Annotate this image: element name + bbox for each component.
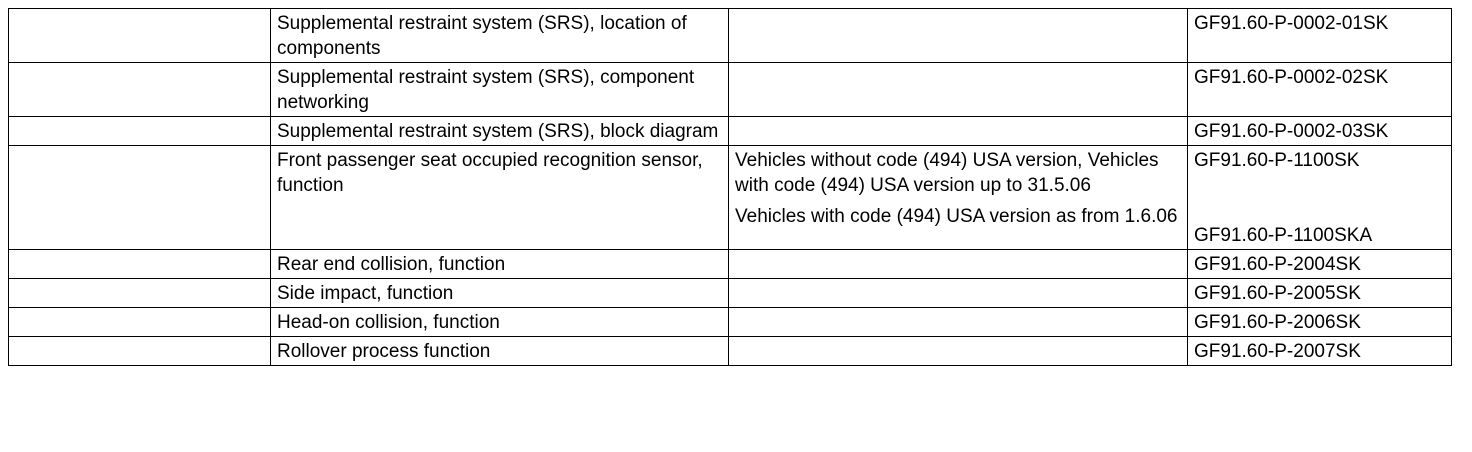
row-condition-cell (729, 250, 1188, 279)
table-row (9, 63, 1452, 117)
row-code-cell[interactable]: GF91.60-P-0002-02SK (1188, 63, 1452, 117)
row-condition-cell (729, 9, 1188, 63)
row-condition-cell (729, 63, 1188, 117)
row-title-cell: Rollover process function (271, 337, 729, 366)
row-blank-cell (9, 9, 271, 63)
row-title-cell: Supplemental restraint system (SRS), location of components (271, 9, 729, 63)
table-row (9, 117, 1452, 146)
row-code-cell[interactable]: GF91.60-P-2006SK (1188, 308, 1452, 337)
row-title-cell: Supplemental restraint system (SRS), block diagram (271, 117, 729, 146)
row-code-cell[interactable]: GF91.60-P-2007SK (1188, 337, 1452, 366)
document-table (8, 8, 1452, 366)
code-link-a[interactable]: GF91.60-P-1100SK (1194, 150, 1360, 171)
table-row (9, 337, 1452, 366)
table-row (9, 279, 1452, 308)
row-title-cell: Front passenger seat occupied recognition sensor, function (271, 146, 729, 250)
row-title-cell: Side impact, function (271, 279, 729, 308)
row-blank-cell (9, 63, 271, 117)
row-title-cell: Supplemental restraint system (SRS), component networking (271, 63, 729, 117)
row-condition-cell (729, 146, 1188, 250)
row-code-cell (1188, 146, 1452, 250)
table-row (9, 146, 1452, 250)
row-code-cell[interactable]: GF91.60-P-0002-03SK (1188, 117, 1452, 146)
table-row (9, 9, 1452, 63)
code-link-b[interactable]: GF91.60-P-1100SKA (1194, 225, 1373, 246)
row-blank-cell (9, 146, 271, 250)
condition-text-b: Vehicles with code (494) USA version as from 1.6.06 (735, 206, 1178, 227)
row-blank-cell (9, 279, 271, 308)
row-condition-cell (729, 308, 1188, 337)
row-blank-cell (9, 308, 271, 337)
row-condition-cell (729, 117, 1188, 146)
row-code-cell[interactable]: GF91.60-P-2004SK (1188, 250, 1452, 279)
row-code-cell[interactable]: GF91.60-P-0002-01SK (1188, 9, 1452, 63)
row-condition-cell (729, 337, 1188, 366)
row-blank-cell (9, 250, 271, 279)
code-spacer (1194, 173, 1445, 223)
row-title-cell: Rear end collision, function (271, 250, 729, 279)
row-blank-cell (9, 117, 271, 146)
condition-text-a: Vehicles without code (494) USA version, Vehicles with code (494) USA version up to 31.5.06 (735, 150, 1159, 196)
row-title-cell: Head-on collision, function (271, 308, 729, 337)
row-condition-cell (729, 279, 1188, 308)
row-blank-cell (9, 337, 271, 366)
table-row (9, 308, 1452, 337)
row-code-cell[interactable]: GF91.60-P-2005SK (1188, 279, 1452, 308)
table-row (9, 250, 1452, 279)
